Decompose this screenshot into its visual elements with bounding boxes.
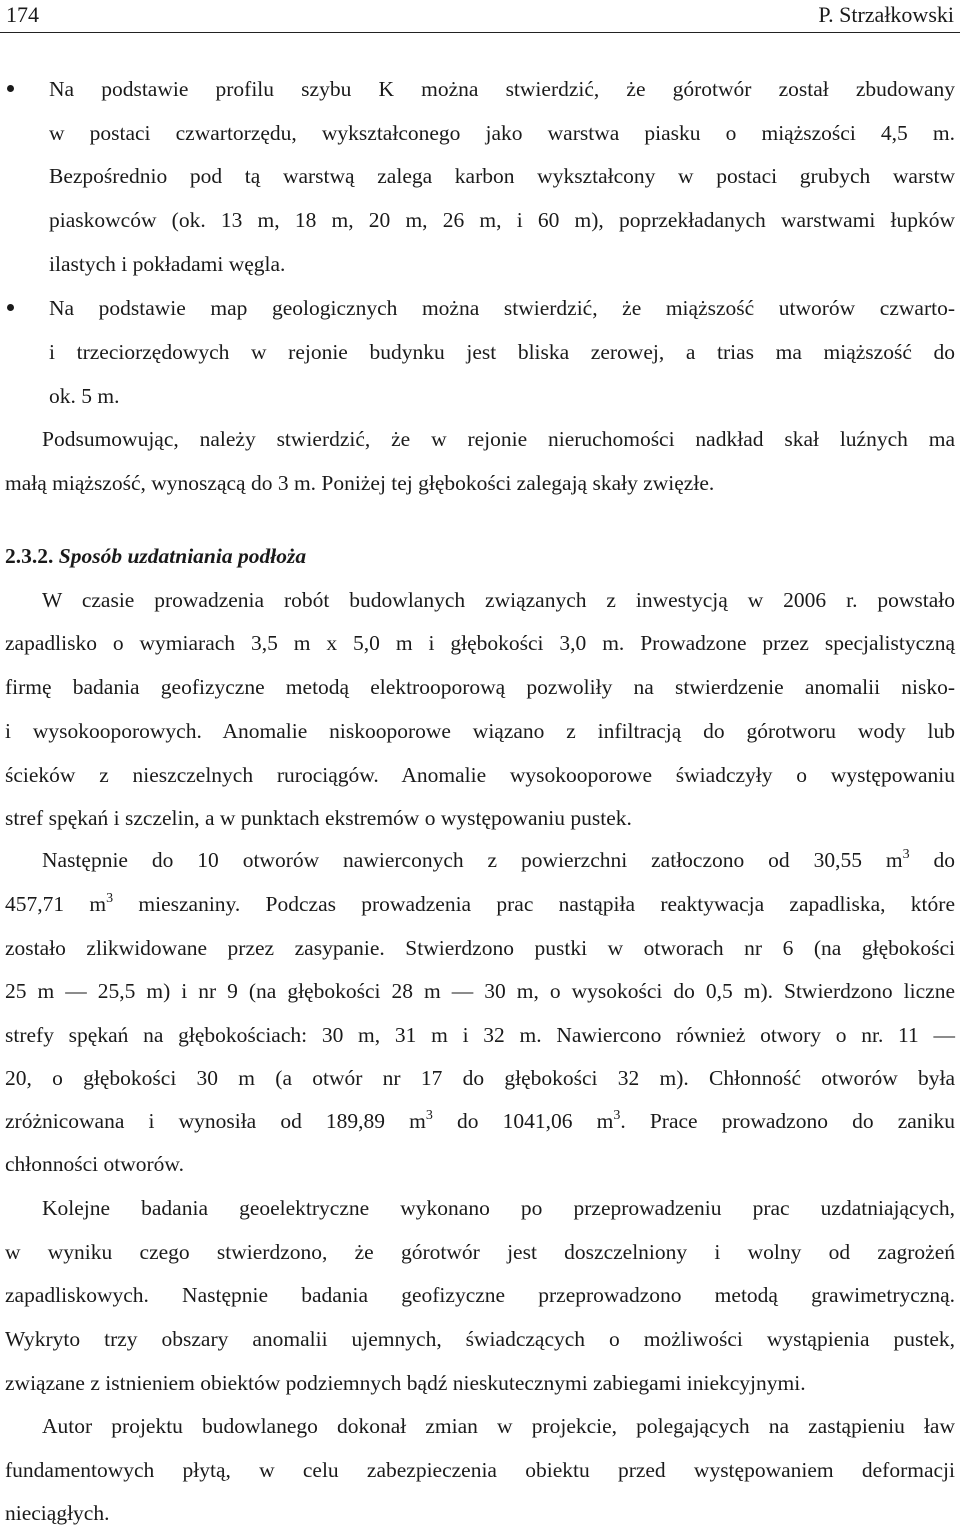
text-line: Podsumowując, należy stwierdzić, że w rejonie nieruchomości nadkład skał luźnych ma (42, 427, 955, 451)
text-line: Autor projektu budowlanego dokonał zmian w projekcie, polegających na zastąpieniu ław (42, 1414, 955, 1438)
bullet-icon (7, 304, 14, 311)
text-line: nieciągłych. (5, 1501, 110, 1525)
text-line: stref spękań i szczelin, a w punktach ekstremów o występowaniu pustek. (5, 806, 632, 830)
text-line: ok. 5 m. (49, 384, 120, 408)
text-line: chłonności otworów. (5, 1152, 184, 1176)
text-run: do 1041,06 m (432, 1109, 614, 1133)
text-line: Kolejne badania geoelektryczne wykonano po przeprowadzeniu prac uzdatniających, (42, 1196, 955, 1220)
text-line: 25 m — 25,5 m) i nr 9 (na głębokości 28 m — 30 m, o wysokości do 0,5 m). Stwierdzono liczne (5, 979, 955, 1003)
text-line: Wykryto trzy obszary anomalii ujemnych, świadczących o możliwości wystąpienia pustek, (5, 1327, 955, 1351)
superscript: 3 (106, 891, 114, 906)
superscript: 3 (902, 847, 910, 862)
text-line: fundamentowych płytą, w celu zabezpieczenia obiektu przed występowaniem deformacji (5, 1458, 955, 1482)
text-run: mieszaniny. Podczas prowadzenia prac nastąpiła reaktywacja zapadliska, które (113, 892, 955, 916)
text-line: zapadlisko o wymiarach 3,5 m x 5,0 m i głębokości 3,0 m. Prowadzone przez specjalistyczną (5, 631, 955, 655)
text-line: związane z istnieniem obiektów podziemnych bądź nieskutecznymi zabiegami iniekcyjnymi. (5, 1371, 806, 1395)
text-line (5, 891, 955, 917)
section-title: Sposób uzdatniania podłoża (58, 544, 307, 568)
text-line: strefy spękań na głębokościach: 30 m, 31 m i 32 m. Nawiercono również otwory o nr. 11 — (5, 1023, 955, 1047)
page-header (0, 0, 960, 33)
text-line: ścieków z nieszczelnych rurociągów. Anomalie wysokooporowe świadczyły o występowaniu (5, 763, 955, 787)
section-number: 2.3.2. (5, 544, 54, 568)
text-line (42, 847, 955, 873)
text-run: Następnie do 10 otworów nawierconych z powierzchni zatłoczono od 30,55 m (42, 848, 903, 872)
text-line: i trzeciorzędowych w rejonie budynku jest bliska zerowej, a trias ma miąższość do (49, 340, 955, 364)
text-line: piaskowców (ok. 13 m, 18 m, 20 m, 26 m, i 60 m), poprzekładanych warstwami łupków (49, 208, 955, 232)
bullet-icon (7, 85, 14, 92)
text-line: zapadliskowych. Następnie badania geofizyczne przeprowadzono metodą grawimetryczną. (5, 1283, 955, 1307)
running-head: P. Strzałkowski (818, 2, 954, 27)
text-line: Na podstawie map geologicznych można stwierdzić, że miąższość utworów czwarto- (49, 296, 955, 320)
superscript: 3 (425, 1108, 433, 1123)
text-line: W czasie prowadzenia robót budowlanych związanych z inwestycją w 2006 r. powstało (42, 588, 955, 612)
text-line: w postaci czwartorzędu, wykształconego jako warstwa piasku o miąższości 4,5 m. (49, 121, 955, 145)
text-line: Na podstawie profilu szybu K można stwierdzić, że górotwór został zbudowany (49, 77, 955, 101)
text-run: zróżnicowana i wynosiła od 189,89 m (5, 1109, 426, 1133)
text-line (5, 1108, 955, 1134)
section-heading (5, 543, 960, 569)
superscript: 3 (613, 1108, 621, 1123)
text-line: małą miąższość, wynoszącą do 3 m. Poniżej tej głębokości zalegają skały zwięzłe. (5, 471, 715, 495)
text-line: firmę badania geofizyczne metodą elektrooporową pozwoliły na stwierdzenie anomalii nisko- (5, 675, 955, 699)
text-line: 20, o głębokości 30 m (a otwór nr 17 do głębokości 32 m). Chłonność otworów była (5, 1066, 955, 1090)
text-line: Bezpośrednio pod tą warstwą zalega karbon wykształcony w postaci grubych warstw (49, 164, 955, 188)
text-run: do (909, 848, 956, 872)
text-line: ilastych i pokładami węgla. (49, 252, 286, 276)
text-line: i wysokooporowych. Anomalie niskooporowe wiązano z infiltracją do górotworu wody lub (5, 719, 955, 743)
text-run: 457,71 m (5, 892, 107, 916)
text-line: zostało zlikwidowane przez zasypanie. Stwierdzono pustki w otworach nr 6 (na głębokości (5, 936, 955, 960)
text-line: w wyniku czego stwierdzono, że górotwór jest doszczelniony i wolny od zagrożeń (5, 1240, 955, 1264)
page-number: 174 (6, 2, 39, 27)
text-run: . Prace prowadzono do zaniku (620, 1109, 956, 1133)
